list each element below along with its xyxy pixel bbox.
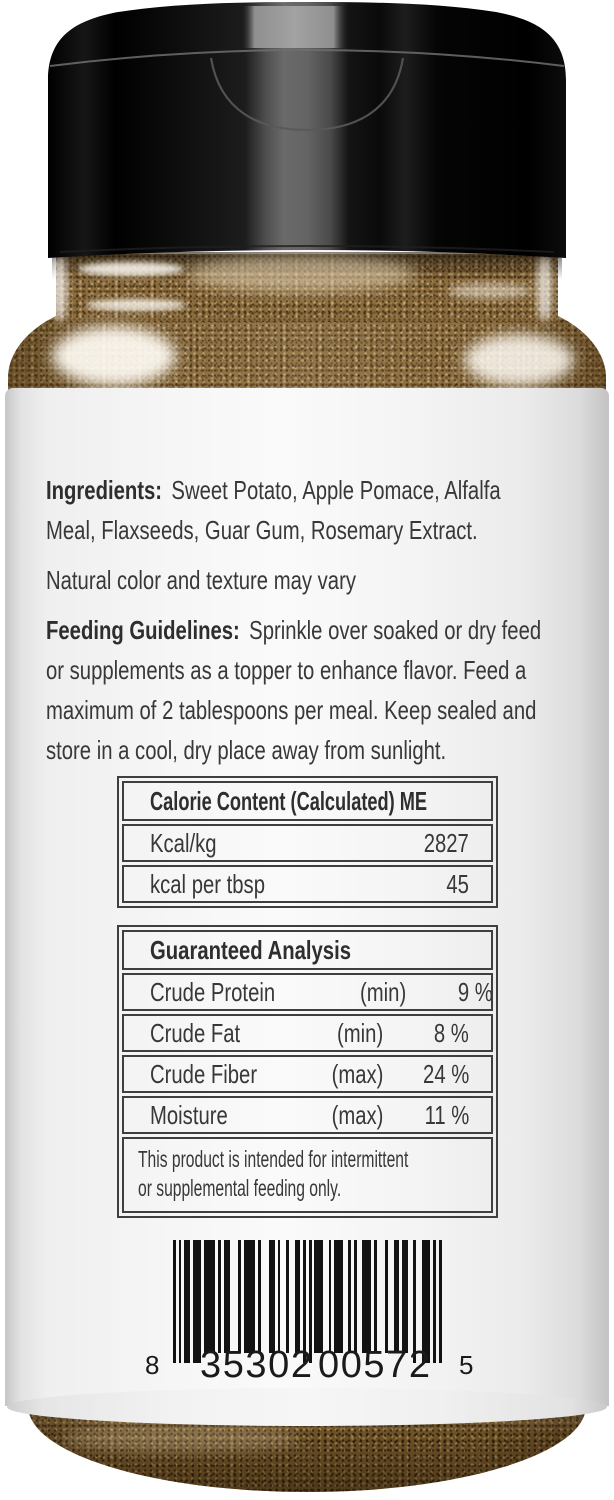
feeding-line: maximum of 2 tablespoons per meal. Keep sealed and bbox=[46, 695, 537, 725]
row-label: Crude Fiber bbox=[150, 1058, 258, 1089]
barcode-digit-group-left: 3 5 3 0 2 bbox=[200, 1344, 312, 1386]
variation-note: Natural color and texture may vary bbox=[46, 565, 356, 595]
row-value: 2827 bbox=[423, 827, 469, 858]
table-row bbox=[122, 1055, 493, 1093]
row-qualifier: (max) bbox=[331, 1099, 383, 1130]
ingredients-line: Sweet Potato, Apple Pomace, Alfalfa bbox=[171, 475, 501, 505]
feeding-title: Feeding Guidelines: bbox=[46, 615, 240, 645]
analysis-table-title-row bbox=[122, 930, 493, 970]
barcode-digit-group-right: 0 0 5 7 2 bbox=[318, 1344, 430, 1386]
label-text-block bbox=[46, 470, 578, 780]
row-label: Crude Fat bbox=[150, 1017, 241, 1048]
row-value: 9 % bbox=[457, 976, 493, 1007]
table-row bbox=[122, 1096, 493, 1134]
ingredients-title: Ingredients: bbox=[46, 475, 163, 505]
calorie-content-table bbox=[117, 776, 498, 908]
row-value: 11 % bbox=[424, 1099, 469, 1130]
row-label: Crude Protein bbox=[150, 976, 276, 1007]
guaranteed-analysis-table bbox=[117, 925, 498, 1218]
row-label: Moisture bbox=[150, 1099, 228, 1130]
table-row bbox=[122, 973, 493, 1011]
row-qualifier: (min) bbox=[336, 1017, 383, 1048]
calorie-table-title-row bbox=[122, 781, 493, 821]
calorie-table-title: Calorie Content (Calculated) ME bbox=[150, 785, 428, 816]
row-value: 45 bbox=[446, 868, 469, 899]
ingredients-paragraph bbox=[46, 470, 578, 550]
row-qualifier: (min) bbox=[360, 976, 407, 1007]
feeding-line: or supplements as a topper to enhance flavor. Feed a bbox=[46, 655, 527, 685]
analysis-table-title: Guaranteed Analysis bbox=[150, 934, 352, 965]
row-qualifier: (max) bbox=[331, 1058, 384, 1089]
table-row bbox=[122, 865, 493, 903]
table-row bbox=[122, 824, 493, 862]
analysis-footnote: This product is intended for intermittent or supplemental feeding only. bbox=[122, 1137, 493, 1213]
barcode-left-digit: 8 bbox=[145, 1350, 160, 1380]
barcode-right-digit: 5 bbox=[459, 1350, 474, 1380]
table-row bbox=[122, 1014, 493, 1052]
feeding-line: store in a cool, dry place away from sunlight. bbox=[46, 735, 447, 765]
row-value: 24 % bbox=[423, 1058, 470, 1089]
row-label: kcal per tbsp bbox=[150, 868, 265, 899]
feeding-line: Sprinkle over soaked or dry feed bbox=[249, 615, 542, 645]
row-label: Kcal/kg bbox=[150, 827, 217, 858]
ingredients-line: Meal, Flaxseeds, Guar Gum, Rosemary Extract. bbox=[46, 515, 478, 545]
feeding-paragraph bbox=[46, 610, 578, 770]
row-value: 8 % bbox=[434, 1017, 469, 1048]
